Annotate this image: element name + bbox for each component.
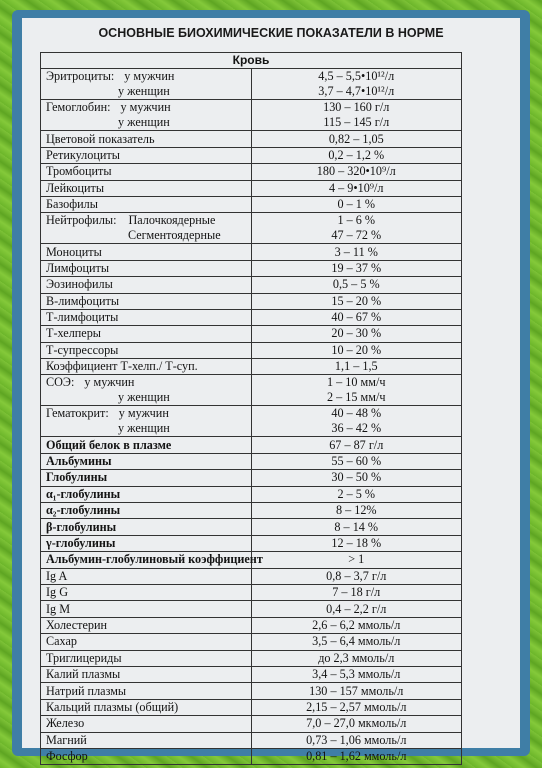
value-cell — [251, 375, 462, 406]
value-cell: 8 – 14 % — [251, 519, 462, 535]
parameter-line — [46, 406, 246, 421]
value-cell: до 2,3 ммоль/л — [251, 650, 462, 666]
parameter-cell — [41, 69, 252, 100]
parameter-cell: Эозинофилы — [41, 277, 252, 293]
value-cell: 0,82 – 1,05 — [251, 131, 462, 147]
table-row — [41, 666, 462, 682]
value-line: 36 – 42 % — [331, 421, 382, 436]
table-row — [41, 699, 462, 715]
parameter-line — [46, 100, 246, 115]
table-row — [41, 213, 462, 244]
table-row — [41, 453, 462, 469]
parameter-cell: Натрий плазмы — [41, 683, 252, 699]
sub-label: у женщин — [118, 84, 170, 99]
table-row — [41, 359, 462, 375]
parameter-line — [46, 115, 246, 130]
value-cell: 130 – 157 ммоль/л — [251, 683, 462, 699]
table-row — [41, 503, 462, 519]
table-row — [41, 375, 462, 406]
parameter-line — [46, 228, 246, 243]
parameter-cell: Ретикулоциты — [41, 147, 252, 163]
value-cell: 0,8 – 3,7 г/л — [251, 568, 462, 584]
parameter-line — [46, 375, 246, 390]
value-cell: 3,4 – 5,3 ммоль/л — [251, 666, 462, 682]
value-cell: 7 – 18 г/л — [251, 584, 462, 600]
parameter-cell: α₂-глобулины — [41, 503, 252, 519]
value-cell: 20 – 30 % — [251, 326, 462, 342]
parameter-cell: Коэффициент Т-хелп./ Т-суп. — [41, 359, 252, 375]
table-row — [41, 683, 462, 699]
section-header: Кровь — [41, 53, 462, 69]
parameter-cell: Лейкоциты — [41, 180, 252, 196]
parameter-cell: γ-глобулины — [41, 535, 252, 551]
parameter-name: Эритроциты: — [46, 69, 115, 84]
value-cell — [251, 100, 462, 131]
parameter-cell: Ig A — [41, 568, 252, 584]
parameter-cell: Сахар — [41, 634, 252, 650]
value-cell — [251, 406, 462, 437]
parameter-cell: Моноциты — [41, 244, 252, 260]
parameter-cell: Магний — [41, 732, 252, 748]
value-cell: 3,5 – 6,4 ммоль/л — [251, 634, 462, 650]
table-row — [41, 470, 462, 486]
parameter-cell: Триглицериды — [41, 650, 252, 666]
value-cell: 2,6 – 6,2 ммоль/л — [251, 617, 462, 633]
value-cell: 3 – 11 % — [251, 244, 462, 260]
value-cell: 30 – 50 % — [251, 470, 462, 486]
parameter-cell — [41, 213, 252, 244]
value-line: 2 – 15 мм/ч — [327, 390, 386, 405]
parameter-cell — [41, 375, 252, 406]
sub-label: Палочкоядерные — [128, 213, 216, 228]
parameter-cell: Общий белок в плазме — [41, 437, 252, 453]
sub-label: у мужчин — [120, 100, 171, 115]
table-row — [41, 406, 462, 437]
value-line: 4,5 – 5,5•10¹²/л — [318, 69, 395, 84]
table-row — [41, 147, 462, 163]
parameter-cell: Т-хелперы — [41, 326, 252, 342]
value-line: 3,7 – 4,7•10¹²/л — [318, 84, 395, 99]
table-row — [41, 180, 462, 196]
parameter-cell: Цветовой показатель — [41, 131, 252, 147]
value-cell: 2,15 – 2,57 ммоль/л — [251, 699, 462, 715]
table-row — [41, 100, 462, 131]
value-cell: 0,2 – 1,2 % — [251, 147, 462, 163]
value-cell: 1,1 – 1,5 — [251, 359, 462, 375]
value-cell: 0 – 1 % — [251, 196, 462, 212]
value-cell: 67 – 87 г/л — [251, 437, 462, 453]
parameter-cell: Ig M — [41, 601, 252, 617]
sub-label: у мужчин — [84, 375, 135, 390]
value-line: 1 – 10 мм/ч — [327, 375, 386, 390]
parameter-cell: Т-супрессоры — [41, 342, 252, 358]
table-row — [41, 437, 462, 453]
value-line: 130 – 160 г/л — [323, 100, 390, 115]
norms-table — [40, 52, 462, 765]
table-row — [41, 196, 462, 212]
table-row — [41, 309, 462, 325]
table-row — [41, 260, 462, 276]
parameter-cell: Базофилы — [41, 196, 252, 212]
document-sheet — [22, 18, 520, 764]
table-row — [41, 584, 462, 600]
table-row — [41, 342, 462, 358]
table-row — [41, 568, 462, 584]
parameter-cell: Ig G — [41, 584, 252, 600]
norms-table-body — [41, 53, 462, 765]
value-cell: 2 – 5 % — [251, 486, 462, 502]
value-cell: 0,4 – 2,2 г/л — [251, 601, 462, 617]
value-cell: 10 – 20 % — [251, 342, 462, 358]
table-row — [41, 716, 462, 732]
table-row — [41, 535, 462, 551]
parameter-cell: Калий плазмы — [41, 666, 252, 682]
value-cell: 12 – 18 % — [251, 535, 462, 551]
value-cell: 40 – 67 % — [251, 309, 462, 325]
value-cell: 180 – 320•10⁹/л — [251, 164, 462, 180]
value-cell: 15 – 20 % — [251, 293, 462, 309]
value-cell: 19 – 37 % — [251, 260, 462, 276]
table-row — [41, 326, 462, 342]
parameter-cell: Лимфоциты — [41, 260, 252, 276]
parameter-cell — [41, 406, 252, 437]
table-row — [41, 293, 462, 309]
value-cell: 55 – 60 % — [251, 453, 462, 469]
parameter-name: Гемоглобин: — [46, 100, 111, 115]
value-line: 115 – 145 г/л — [323, 115, 390, 130]
sub-label: у мужчин — [118, 406, 169, 421]
table-row — [41, 634, 462, 650]
table-row — [41, 244, 462, 260]
table-row — [41, 486, 462, 502]
value-cell: > 1 — [251, 552, 462, 568]
parameter-cell: Глобулины — [41, 470, 252, 486]
parameter-cell: Т-лимфоциты — [41, 309, 252, 325]
parameter-cell: β-глобулины — [41, 519, 252, 535]
sub-label: у женщин — [118, 390, 170, 405]
value-line: 47 – 72 % — [331, 228, 382, 243]
table-row — [41, 748, 462, 764]
document-title: ОСНОВНЫЕ БИОХИМИЧЕСКИЕ ПОКАЗАТЕЛИ В НОРМЕ — [98, 26, 444, 40]
sub-label: у женщин — [118, 421, 170, 436]
section-row — [41, 53, 462, 69]
table-row — [41, 277, 462, 293]
table-row — [41, 519, 462, 535]
table-row — [41, 164, 462, 180]
sub-label: у женщин — [118, 115, 170, 130]
parameter-cell: Альбумин-глобулиновый коэффициент — [41, 552, 252, 568]
parameter-line — [46, 421, 246, 436]
parameter-line — [46, 390, 246, 405]
parameter-line — [46, 213, 246, 228]
value-cell: 0,5 – 5 % — [251, 277, 462, 293]
parameter-cell — [41, 100, 252, 131]
value-cell: 7,0 – 27,0 мкмоль/л — [251, 716, 462, 732]
value-cell — [251, 69, 462, 100]
parameter-cell: α₁-глобулины — [41, 486, 252, 502]
table-row — [41, 617, 462, 633]
parameter-name: Гематокрит: — [46, 406, 109, 421]
parameter-cell: Кальций плазмы (общий) — [41, 699, 252, 715]
parameter-line — [46, 69, 246, 84]
parameter-cell: Холестерин — [41, 617, 252, 633]
parameter-cell: Тромбоциты — [41, 164, 252, 180]
value-cell: 4 – 9•10⁹/л — [251, 180, 462, 196]
table-row — [41, 69, 462, 100]
table-row — [41, 552, 462, 568]
parameter-cell: Альбумины — [41, 453, 252, 469]
sub-label: Сегментоядерные — [128, 228, 221, 243]
parameter-name: Нейтрофилы: — [46, 213, 117, 228]
value-line: 1 – 6 % — [337, 213, 376, 228]
parameter-cell: Фосфор — [41, 748, 252, 764]
value-cell — [251, 213, 462, 244]
table-row — [41, 131, 462, 147]
value-cell: 0,81 – 1,62 ммоль/л — [251, 748, 462, 764]
parameter-line — [46, 84, 246, 99]
value-cell: 8 – 12% — [251, 503, 462, 519]
parameter-name: СОЭ: — [46, 375, 75, 390]
value-cell: 0,73 – 1,06 ммоль/л — [251, 732, 462, 748]
table-row — [41, 601, 462, 617]
table-row — [41, 650, 462, 666]
parameter-cell: Железо — [41, 716, 252, 732]
parameter-cell: В-лимфоциты — [41, 293, 252, 309]
table-row — [41, 732, 462, 748]
value-line: 40 – 48 % — [331, 406, 382, 421]
sub-label: у мужчин — [124, 69, 175, 84]
